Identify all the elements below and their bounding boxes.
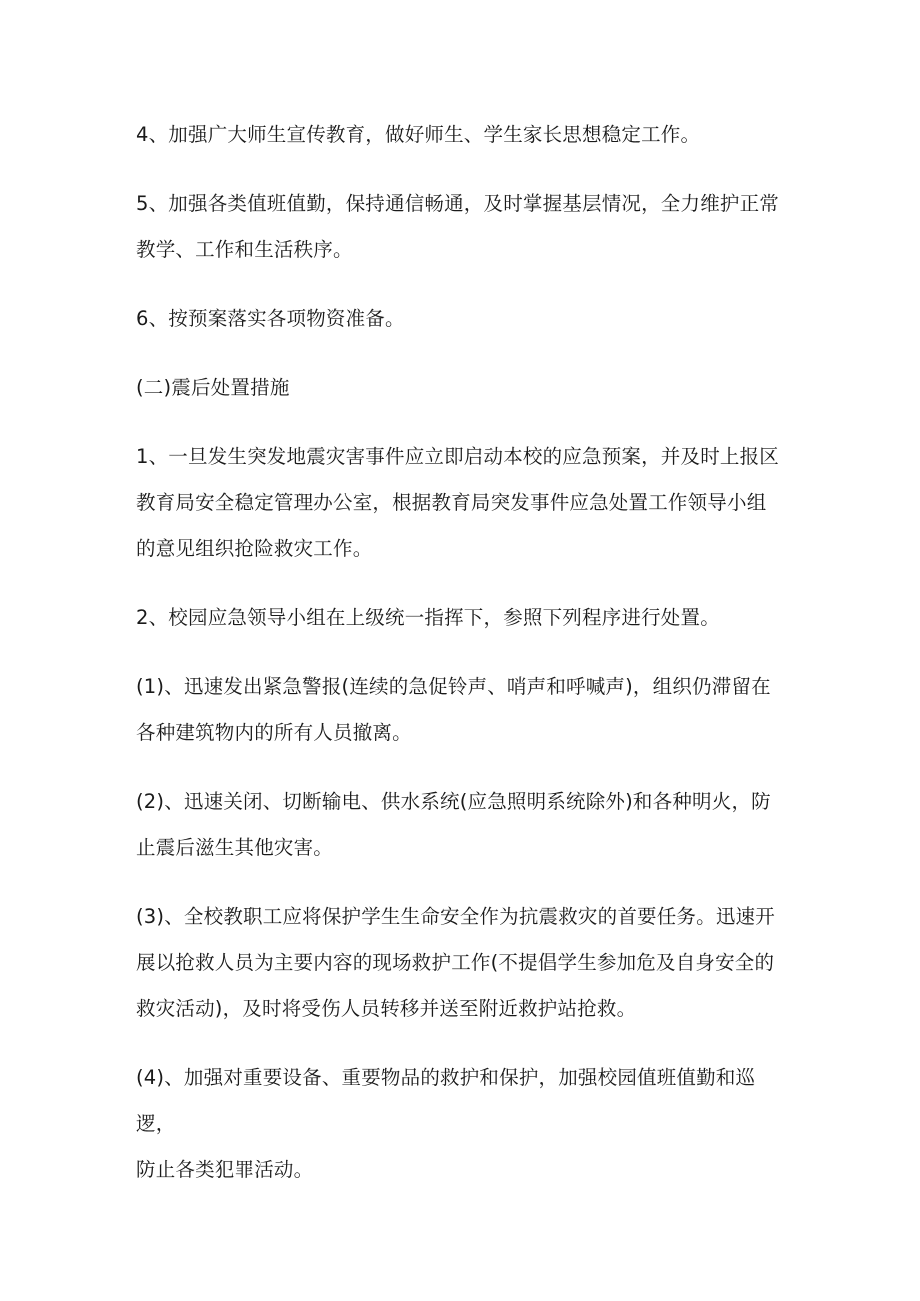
paragraph-item-2: 2、校园应急领导小组在上级统一指挥下，参照下列程序进行处置。 xyxy=(136,606,720,629)
paragraph-item-1: 1、一旦发生突发地震灾害事件应立即启动本校的应急预案，并及时上报区 教育局安全稳定管理办公室，根据教育局突发事件应急处置工作领导小组 的意见组织抢险救灾工作。 xyxy=(136,445,780,560)
paragraph-item-4: 4、加强广大师生宣传教育，做好师生、学生家长思想稳定工作。 xyxy=(136,123,701,146)
paragraph-subitem-1: (1)、迅速发出紧急警报(连续的急促铃声、哨声和呼喊声)，组织仍滞留在 各种建筑物内的所有人员撤离。 xyxy=(136,675,771,744)
paragraph-item-5: 5、加强各类值班值勤，保持通信畅通，及时掌握基层情况，全力维护正常 教学、工作和生活秩序。 xyxy=(136,192,780,261)
paragraph-subitem-2: (2)、迅速关闭、切断输电、供水系统(应急照明系统除外)和各种明火，防 止震后滋生其他灾害。 xyxy=(136,790,771,859)
paragraph-item-6: 6、按预案落实各项物资准备。 xyxy=(136,307,405,330)
paragraph-subitem-3: (3)、全校教职工应将保护学生生命安全作为抗震救灾的首要任务。迅速开 展以抢救人员为主要内容的现场救护工作(不提倡学生参加危及自身安全的 救灾活动)，及时将受伤人员转移并送至附近救护站抢救。 xyxy=(136,905,775,1020)
document-body xyxy=(136,112,786,1216)
paragraph-subitem-4: (4)、加强对重要设备、重要物品的救护和保护，加强校园值班值勤和巡逻， 防止各类犯罪活动。 xyxy=(136,1066,756,1181)
section-heading-post-earthquake: (二)震后处置措施 xyxy=(136,376,290,399)
